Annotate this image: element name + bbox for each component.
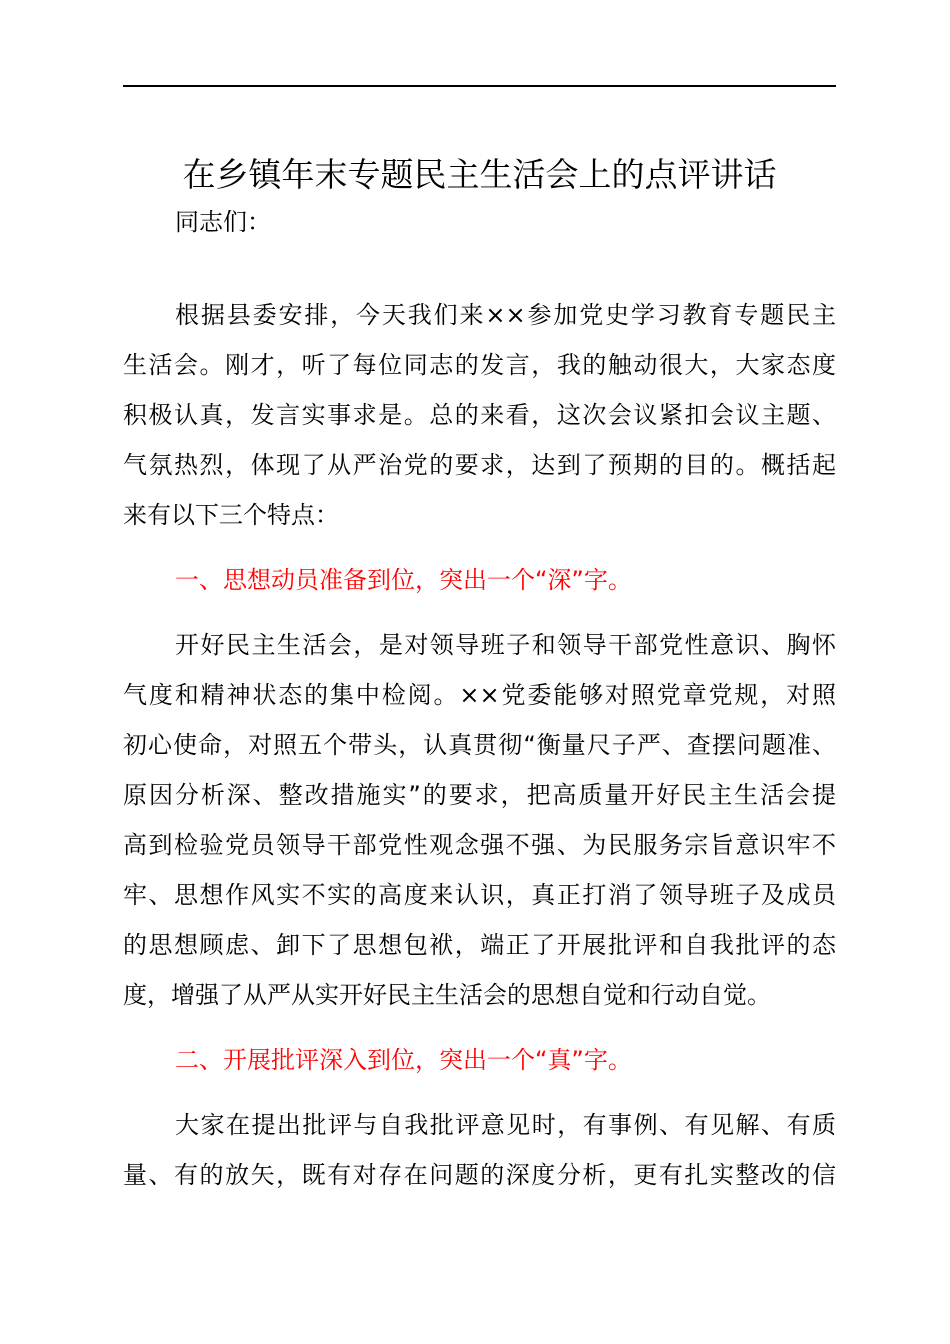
paragraph-2 (123, 620, 836, 1020)
paragraph-line: 来有以下三个特点： (123, 501, 339, 529)
greeting: 同志们： (175, 208, 271, 236)
paragraph-line: 大家在提出批评与自我批评意见时，有事例、有见解、有质 (175, 1111, 836, 1139)
section-heading-2: 二、开展批评深入到位，突出一个“真”字。 (175, 1046, 632, 1074)
header-rule (123, 85, 836, 87)
paragraph-line: 气度和精神状态的集中检阅。××党委能够对照党章党规，对照 (123, 681, 836, 709)
document-title: 在乡镇年末专题民主生活会上的点评讲话 (182, 155, 777, 194)
paragraph-line: 原因分析深、整改措施实”的要求，把高质量开好民主生活会提 (123, 781, 836, 809)
paragraph-line: 积极认真，发言实事求是。总的来看，这次会议紧扣会议主题、 (123, 401, 836, 429)
section-heading-1: 一、思想动员准备到位，突出一个“深”字。 (175, 566, 632, 594)
paragraph-line: 的思想顾虑、卸下了思想包袱，端正了开展批评和自我批评的态 (123, 931, 836, 959)
paragraph-1 (123, 290, 836, 540)
paragraph-line: 量、有的放矢，既有对存在问题的深度分析，更有扎实整改的信 (123, 1161, 836, 1189)
paragraph-line: 根据县委安排，今天我们来××参加党史学习教育专题民主 (175, 301, 836, 329)
paragraph-line: 气氛热烈，体现了从严治党的要求，达到了预期的目的。概括起 (123, 451, 836, 479)
paragraph-line: 开好民主生活会，是对领导班子和领导干部党性意识、胸怀 (175, 631, 836, 659)
paragraph-line: 生活会。刚才，听了每位同志的发言，我的触动很大，大家态度 (123, 351, 836, 379)
paragraph-line: 牢、思想作风实不实的高度来认识，真正打消了领导班子及成员 (123, 881, 836, 909)
paragraph-line: 高到检验党员领导干部党性观念强不强、为民服务宗旨意识牢不 (123, 831, 836, 859)
paragraph-3 (123, 1100, 836, 1200)
paragraph-line: 度，增强了从严从实开好民主生活会的思想自觉和行动自觉。 (123, 981, 771, 1009)
paragraph-line: 初心使命，对照五个带头，认真贯彻“衡量尺子严、查摆问题准、 (123, 731, 836, 759)
